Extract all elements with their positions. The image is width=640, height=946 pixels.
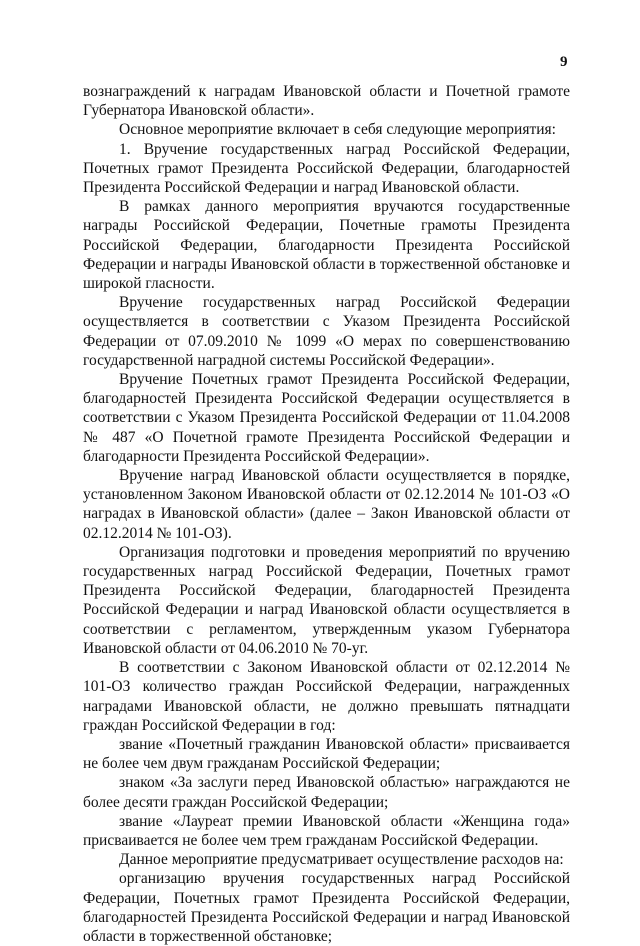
paragraph: звание «Почетный гражданин Ивановской области» присваивается не более чем двум гражданам Российской Федерации; bbox=[83, 735, 570, 773]
paragraph: Вручение государственных наград Российской Федерации осуществляется в соответствии с Указом Президента Российской Федерации от 07.09.2010 № 1099 «О мерах по совершенствованию государственной наградной системы Российской Федерации». bbox=[83, 294, 570, 369]
paragraph: организацию вручения государственных наград Российской Федерации, Почетных грамот Президента Российской Федерации, благодарностей Президента Российской Федерации и наград Ивановской области в торжественной обстановке; bbox=[83, 870, 570, 945]
paragraph: звание «Лауреат премии Ивановской области «Женщина года» присваивается не более чем трем гражданам Российской Федерации. bbox=[83, 812, 570, 849]
paragraph: Данное мероприятие предусматривает осуществление расходов на: bbox=[119, 851, 564, 869]
paragraph: Основное мероприятие включает в себя следующие мероприятия: bbox=[119, 121, 556, 139]
paragraph: В соответствии с Законом Ивановской области от 02.12.2014 № 101-ОЗ количество граждан Российской Федерации, награжденных наградами Ивановской области, не должно превышать пятнадцати граждан Российской Федерации в год: bbox=[83, 659, 570, 734]
paragraph: Вручение Почетных грамот Президента Российской Федерации, благодарностей Президента Российской Федерации осуществляется в соответствии с Указом Президента Российской Федерации от 11.04.2008 № 487 «О Почетной грамоте Президента Российской Федерации и благодарности Президента Российской Федерации». bbox=[83, 371, 570, 465]
paragraph: Организация подготовки и проведения мероприятий по вручению государственных наград Российской Федерации, Почетных грамот Президента Российской Федерации, благодарностей Президента Российской Федерации и наград Ивановской области осуществляется в соответствии с регламентом, утвержденным указом Губернатора Ивановской области от 04.06.2010 № 70-уг. bbox=[83, 543, 570, 657]
paragraph: Вручение наград Ивановской области осуществляется в порядке, установленном Законом Ивановской области от 02.12.2014 № 101-ОЗ «О наградах в Ивановской области» (далее – Закон Ивановской области от 02.12.2014 № 101-ОЗ). bbox=[83, 467, 570, 542]
paragraph: вознаграждений к наградам Ивановской области и Почетной грамоте Губернатора Ивановской области». bbox=[83, 83, 570, 120]
paragraph: 1. Вручение государственных наград Российской Федерации, Почетных грамот Президента Российской Федерации, благодарностей Президента Российской Федерации и наград Ивановской области. bbox=[83, 140, 570, 197]
paragraph: знаком «За заслуги перед Ивановской областью» награждаются не более десяти граждан Российской Федерации; bbox=[83, 774, 570, 811]
paragraph: В рамках данного мероприятия вручаются государственные награды Российской Федерации, Почетные грамоты Президента Российской Федерации, благодарности Президента Российской Федерации и награды Ивановской области в торжественной обстановке и широкой гласности. bbox=[83, 198, 570, 293]
page-number: 9 bbox=[560, 54, 568, 70]
document-body bbox=[83, 82, 570, 946]
